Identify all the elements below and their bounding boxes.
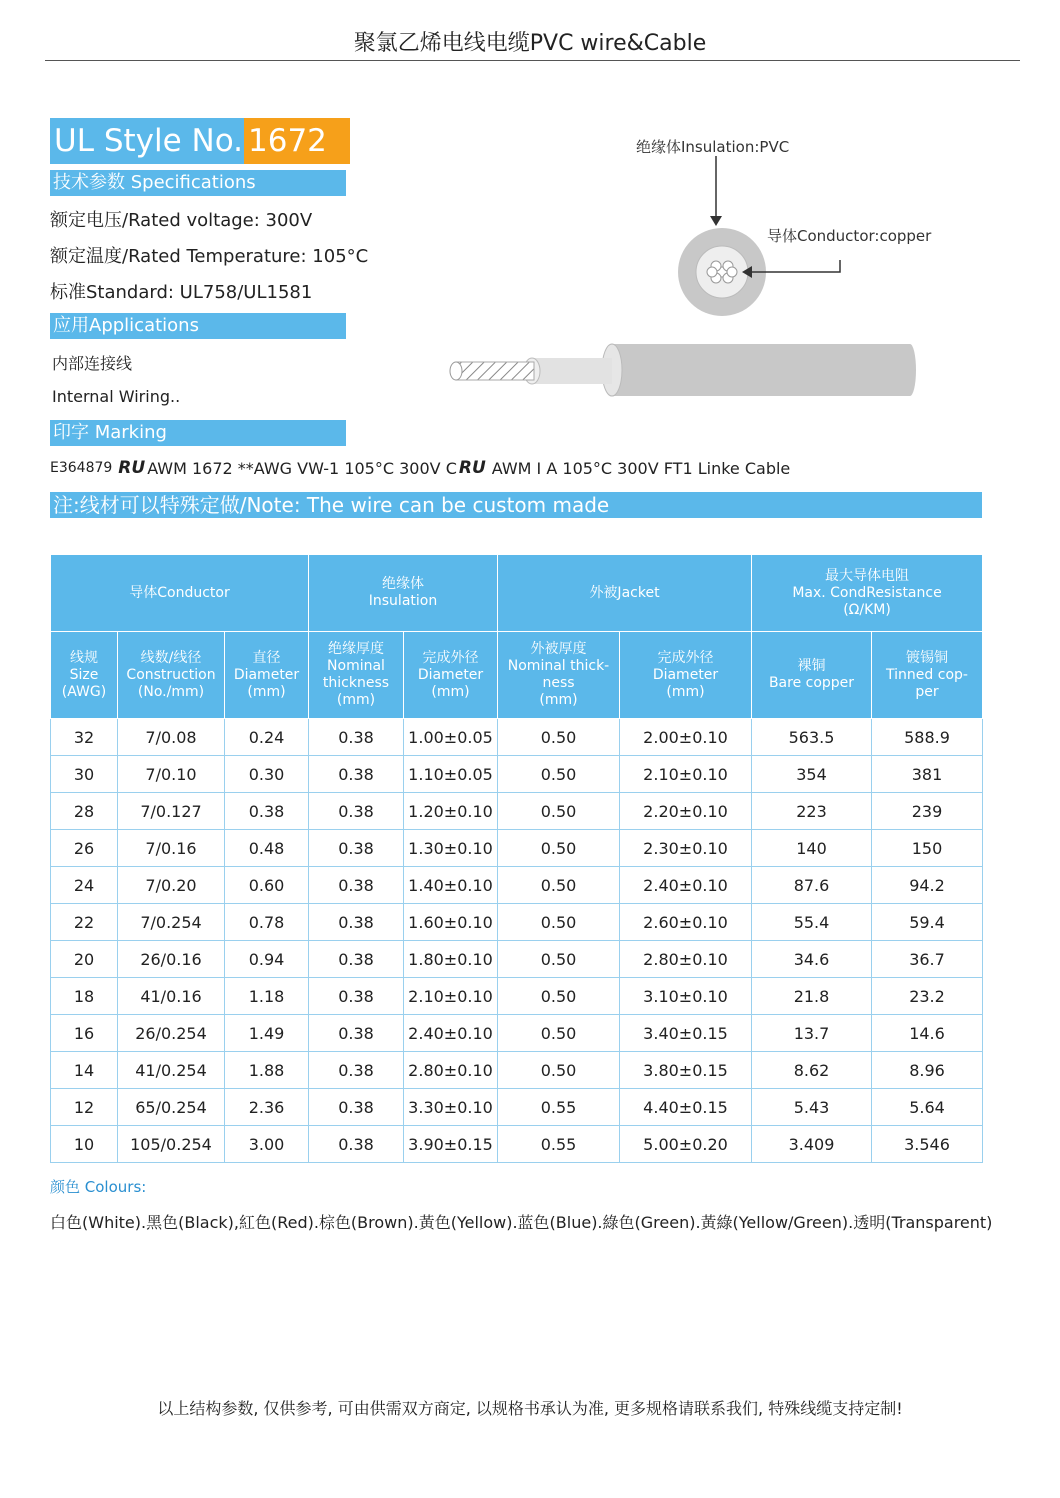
- table-cell: 87.6: [752, 867, 872, 904]
- table-cell: 5.64: [872, 1089, 983, 1126]
- header-construction-l2: Construction: [126, 666, 216, 683]
- custom-note: 注:线材可以特殊定做/Note: The wire can be custom made: [50, 492, 982, 518]
- table-cell: 14: [51, 1052, 118, 1089]
- table-cell: 41/0.16: [118, 978, 225, 1015]
- header-construction-l1: 线数/线径: [140, 649, 202, 666]
- table-cell: 0.78: [225, 904, 309, 941]
- header-diameter-l1: 直径: [252, 649, 281, 666]
- table-cell: 381: [872, 756, 983, 793]
- table-cell: 36.7: [872, 941, 983, 978]
- table-row: [51, 830, 983, 867]
- table-cell: 7/0.254: [118, 904, 225, 941]
- table-row: [51, 1015, 983, 1052]
- header-resistance-unit: (Ω/KM): [843, 601, 891, 618]
- header-jacket-diameter-l3: (mm): [666, 683, 705, 700]
- table-row: [51, 1052, 983, 1089]
- table-cell: 1.20±0.10: [404, 793, 498, 830]
- table-cell: 94.2: [872, 867, 983, 904]
- table-cell: 1.18: [225, 978, 309, 1015]
- table-cell: 2.80±0.10: [404, 1052, 498, 1089]
- table-cell: 1.80±0.10: [404, 941, 498, 978]
- cul-logo: RU: [458, 458, 486, 478]
- header-size-l3: (AWG): [61, 683, 107, 700]
- table-cell: 2.00±0.10: [620, 719, 752, 756]
- header-tinned-l2: Tinned cop-: [886, 666, 968, 683]
- header-ins-thickness-l2: Nominal: [327, 658, 385, 674]
- table-cell: 0.50: [498, 904, 620, 941]
- applications-line-en: Internal Wiring..: [52, 387, 181, 406]
- header-insulation-en: Insulation: [368, 593, 438, 609]
- header-ins-thickness-l3: thickness: [322, 675, 390, 691]
- header-jacket: 外被Jacket: [498, 555, 752, 632]
- table-cell: 59.4: [872, 904, 983, 941]
- header-construction-l3: (No./mm): [137, 683, 205, 700]
- spec-table: [50, 554, 983, 1163]
- header-jacket-thickness-l3: ness: [542, 675, 575, 691]
- table-cell: 0.38: [309, 719, 404, 756]
- style-label: UL Style No.: [50, 118, 244, 164]
- title-divider: [45, 60, 1020, 61]
- table-cell: 18: [51, 978, 118, 1015]
- table-cell: 2.10±0.10: [404, 978, 498, 1015]
- table-cell: 21.8: [752, 978, 872, 1015]
- table-cell: 16: [51, 1015, 118, 1052]
- table-row: [51, 793, 983, 830]
- header-tinned-l3: per: [915, 683, 939, 700]
- table-cell: 1.40±0.10: [404, 867, 498, 904]
- table-cell: 2.36: [225, 1089, 309, 1126]
- table-cell: 7/0.20: [118, 867, 225, 904]
- table-cell: 30: [51, 756, 118, 793]
- table-cell: 239: [872, 793, 983, 830]
- table-cell: 3.10±0.10: [620, 978, 752, 1015]
- header-tinned: [872, 632, 983, 719]
- header-diameter: [225, 632, 309, 719]
- header-jacket-thickness-l4: (mm): [539, 692, 578, 708]
- table-cell: 0.38: [309, 1052, 404, 1089]
- table-row: [51, 978, 983, 1015]
- table-cell: 2.30±0.10: [620, 830, 752, 867]
- table-row: [51, 941, 983, 978]
- table-cell: 24: [51, 867, 118, 904]
- table-cell: 0.38: [309, 941, 404, 978]
- table-cell: 3.00: [225, 1126, 309, 1163]
- table-cell: 0.38: [309, 793, 404, 830]
- table-cell: 105/0.254: [118, 1126, 225, 1163]
- header-jacket-diameter-l2: Diameter: [652, 666, 719, 683]
- header-jacket-thickness-l1: 外被厚度: [530, 641, 587, 657]
- table-cell: 140: [752, 830, 872, 867]
- table-cell: 12: [51, 1089, 118, 1126]
- header-ins-diameter-l1: 完成外径: [422, 649, 479, 666]
- table-cell: 223: [752, 793, 872, 830]
- table-cell: 2.10±0.10: [620, 756, 752, 793]
- page-title: 聚氯乙烯电线电缆PVC wire&Cable: [353, 31, 707, 56]
- table-cell: 354: [752, 756, 872, 793]
- table-cell: 0.50: [498, 867, 620, 904]
- table-cell: 0.50: [498, 941, 620, 978]
- cable-diagram: [420, 120, 960, 420]
- applications-heading: 应用Applications: [50, 313, 346, 339]
- table-cell: 0.60: [225, 867, 309, 904]
- table-cell: 0.38: [309, 830, 404, 867]
- table-cell: 5.43: [752, 1089, 872, 1126]
- spec-table-body: [51, 719, 983, 1163]
- table-row: [51, 719, 983, 756]
- table-cell: 0.24: [225, 719, 309, 756]
- header-ins-diameter-l2: Diameter: [417, 666, 484, 683]
- table-cell: 3.409: [752, 1126, 872, 1163]
- marking-part-2: AWM 1672 **AWG VW-1 105°C 300V C: [147, 458, 457, 478]
- table-cell: 0.55: [498, 1089, 620, 1126]
- conductor-label: 导体Conductor:copper: [767, 227, 932, 245]
- header-insulation: [309, 555, 498, 632]
- marking-part-3: AWM I A 105°C 300V FT1 Linke Cable: [491, 458, 791, 478]
- marking-heading: 印字 Marking: [50, 420, 346, 446]
- table-cell: 0.55: [498, 1126, 620, 1163]
- table-cell: 7/0.10: [118, 756, 225, 793]
- table-cell: 8.62: [752, 1052, 872, 1089]
- table-cell: 0.38: [309, 1015, 404, 1052]
- header-tinned-l1: 镀锡铜: [906, 649, 948, 666]
- header-construction: [118, 632, 225, 719]
- table-cell: 34.6: [752, 941, 872, 978]
- table-cell: 4.40±0.15: [620, 1089, 752, 1126]
- table-cell: 1.60±0.10: [404, 904, 498, 941]
- table-cell: 20: [51, 941, 118, 978]
- table-cell: 0.50: [498, 719, 620, 756]
- header-insulation-cn: 绝缘体: [382, 576, 424, 592]
- table-cell: 2.40±0.10: [404, 1015, 498, 1052]
- table-cell: 1.49: [225, 1015, 309, 1052]
- rated-voltage: 额定电压/Rated voltage: 300V: [50, 210, 313, 231]
- table-cell: 563.5: [752, 719, 872, 756]
- style-title: [50, 118, 350, 164]
- table-cell: 0.50: [498, 793, 620, 830]
- header-ins-diameter: [404, 632, 498, 719]
- table-row: [51, 867, 983, 904]
- table-cell: 7/0.16: [118, 830, 225, 867]
- table-cell: 2.60±0.10: [620, 904, 752, 941]
- table-cell: 41/0.254: [118, 1052, 225, 1089]
- table-cell: 23.2: [872, 978, 983, 1015]
- header-jacket-thickness: [498, 632, 620, 719]
- header-ins-thickness: [309, 632, 404, 719]
- cable-side-view: [450, 344, 916, 396]
- table-cell: 0.38: [309, 756, 404, 793]
- table-cell: 3.546: [872, 1126, 983, 1163]
- header-size-l1: 线规: [70, 649, 98, 666]
- applications-line-cn: 内部连接线: [52, 354, 133, 373]
- table-cell: 26/0.16: [118, 941, 225, 978]
- table-cell: 3.90±0.15: [404, 1126, 498, 1163]
- rated-temperature: 额定温度/Rated Temperature: 105°C: [50, 246, 369, 267]
- table-cell: 3.30±0.10: [404, 1089, 498, 1126]
- table-cell: 1.10±0.05: [404, 756, 498, 793]
- header-jacket-diameter-l1: 完成外径: [657, 649, 714, 666]
- header-bare-l1: 裸铜: [797, 658, 826, 674]
- header-diameter-l3: (mm): [247, 683, 286, 700]
- table-cell: 0.94: [225, 941, 309, 978]
- table-cell: 150: [872, 830, 983, 867]
- table-cell: 8.96: [872, 1052, 983, 1089]
- table-cell: 3.40±0.15: [620, 1015, 752, 1052]
- header-size: [51, 632, 118, 719]
- table-cell: 0.50: [498, 830, 620, 867]
- table-cell: 588.9: [872, 719, 983, 756]
- table-cell: 13.7: [752, 1015, 872, 1052]
- style-number: 1672: [244, 118, 350, 164]
- table-row: [51, 1126, 983, 1163]
- table-cell: 22: [51, 904, 118, 941]
- header-resistance-en: Max. CondResistance: [792, 584, 942, 601]
- header-size-l2: Size: [69, 666, 99, 683]
- table-row: [51, 756, 983, 793]
- table-cell: 14.6: [872, 1015, 983, 1052]
- ul-logo: RU: [118, 458, 146, 478]
- table-cell: 0.38: [309, 904, 404, 941]
- table-cell: 1.30±0.10: [404, 830, 498, 867]
- table-cell: 2.80±0.10: [620, 941, 752, 978]
- table-cell: 32: [51, 719, 118, 756]
- header-ins-thickness-l4: (mm): [336, 692, 376, 708]
- table-cell: 28: [51, 793, 118, 830]
- table-cell: 5.00±0.20: [620, 1126, 752, 1163]
- marking-file-number: E364879: [50, 460, 113, 476]
- table-cell: 0.38: [309, 867, 404, 904]
- table-cell: 10: [51, 1126, 118, 1163]
- colours-list: 白色(White).黑色(Black),紅色(Red).棕色(Brown).黃色(Yellow).蓝色(Blue).綠色(Green).黃綠(Yellow/Green).透明(Transparent): [50, 1213, 993, 1232]
- marking-text: [50, 458, 790, 478]
- header-bare: [752, 632, 872, 719]
- header-ins-thickness-l1: 绝缘厚度: [328, 641, 384, 657]
- table-cell: 0.50: [498, 1015, 620, 1052]
- table-cell: 0.38: [309, 1126, 404, 1163]
- table-cell: 0.50: [498, 978, 620, 1015]
- table-cell: 0.38: [309, 978, 404, 1015]
- table-cell: 7/0.127: [118, 793, 225, 830]
- table-cell: 0.38: [309, 1089, 404, 1126]
- table-cell: 7/0.08: [118, 719, 225, 756]
- table-cell: 1.00±0.05: [404, 719, 498, 756]
- table-cell: 0.50: [498, 756, 620, 793]
- table-cell: 26/0.254: [118, 1015, 225, 1052]
- table-cell: 1.88: [225, 1052, 309, 1089]
- standard: 标准Standard: UL758/UL1581: [50, 282, 313, 303]
- table-cell: 2.20±0.10: [620, 793, 752, 830]
- colours-label: 颜色 Colours:: [50, 1178, 147, 1196]
- header-jacket-thickness-l2: Nominal thick-: [507, 658, 610, 674]
- table-row: [51, 1089, 983, 1126]
- table-cell: 3.80±0.15: [620, 1052, 752, 1089]
- header-ins-diameter-l3: (mm): [431, 683, 470, 700]
- footer-note: 以上结构参数, 仅供参考, 可由供需双方商定, 以规格书承认为准, 更多规格请联系我们, 特殊线缆支持定制!: [157, 1399, 903, 1418]
- header-resistance-cn: 最大导体电阻: [825, 567, 909, 584]
- specs-heading: 技术参数 Specifications: [50, 170, 346, 196]
- table-cell: 65/0.254: [118, 1089, 225, 1126]
- table-cell: 2.40±0.10: [620, 867, 752, 904]
- table-cell: 0.50: [498, 1052, 620, 1089]
- table-cell: 0.30: [225, 756, 309, 793]
- header-conductor: 导体Conductor: [51, 555, 309, 632]
- header-resistance: [752, 555, 983, 632]
- table-cell: 26: [51, 830, 118, 867]
- header-diameter-l2: Diameter: [233, 666, 300, 683]
- header-jacket-diameter: [620, 632, 752, 719]
- table-row: [51, 904, 983, 941]
- table-cell: 0.38: [225, 793, 309, 830]
- table-cell: 0.48: [225, 830, 309, 867]
- table-cell: 55.4: [752, 904, 872, 941]
- insulation-label: 绝缘体Insulation:PVC: [636, 138, 790, 156]
- header-bare-l2: Bare copper: [768, 675, 855, 691]
